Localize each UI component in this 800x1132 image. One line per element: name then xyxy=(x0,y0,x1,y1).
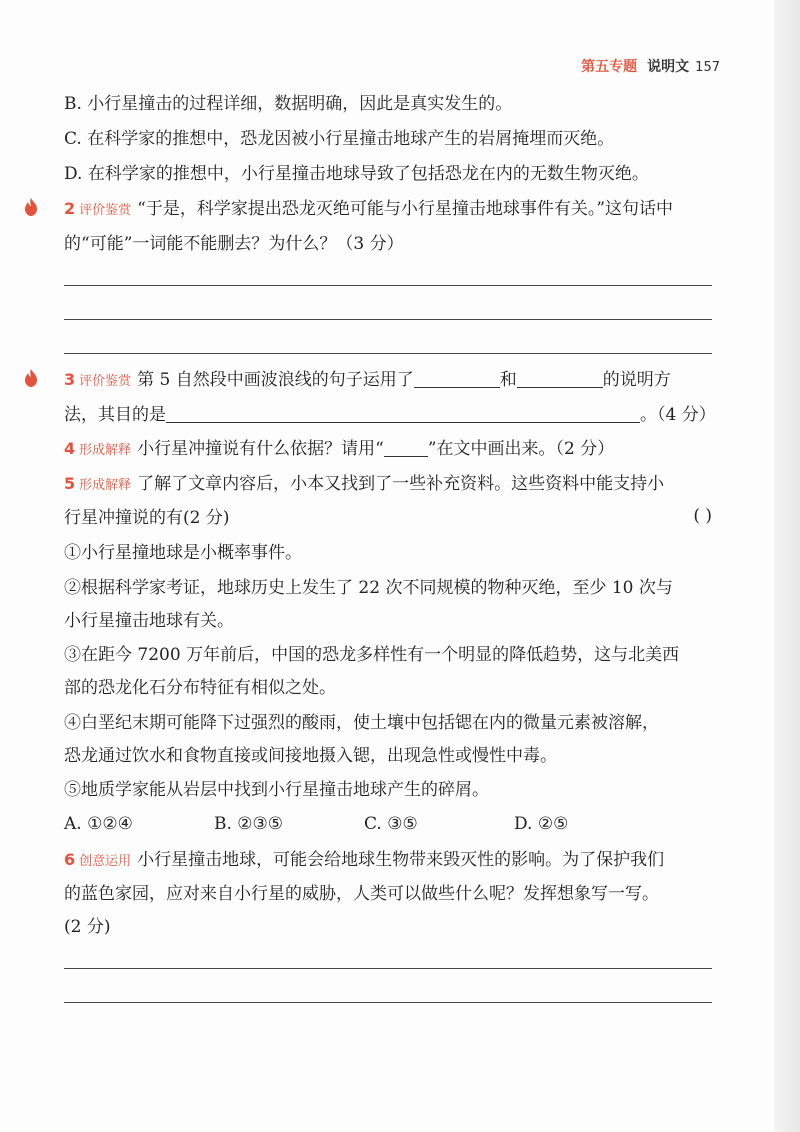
q5-item: ④白垩纪末期可能降下过强烈的酸雨，使土壤中包括锶在内的微量元素被溶解， xyxy=(64,713,659,733)
q2-answer-line-1[interactable] xyxy=(64,285,712,286)
q5-line-2: 行星冲撞说的有(2 分) xyxy=(64,508,230,528)
q4-line-1 xyxy=(64,437,720,463)
page-edge xyxy=(774,0,800,1132)
q6-line-2: 的蓝色家园，应对来自小行星的威胁，人类可以做些什么呢？发挥想象写一写。 xyxy=(64,884,659,904)
q4-text-b: ”在文中画出来。（2 分） xyxy=(427,439,615,459)
flame-icon xyxy=(24,198,38,216)
q5-item: 部的恐龙化石分布特征有相似之处。 xyxy=(64,678,336,698)
q3-text-d: 法，其目的是 xyxy=(64,405,166,425)
q5-item: 恐龙通过饮水和食物直接或间接地摄入锶，出现急性或慢性中毒。 xyxy=(64,746,557,766)
q3-tag: 评价鉴赏 xyxy=(79,374,132,389)
q5-item: ③在距今 7200 万年前后，中国的恐龙多样性有一个明显的降低趋势，这与北美西 xyxy=(64,645,680,665)
q5-item: 小行星撞击地球有关。 xyxy=(64,611,234,631)
q6-answer-line-1[interactable] xyxy=(64,968,712,969)
q1-option-b: B. 小行星撞击的过程详细，数据明确，因此是真实发生的。 xyxy=(64,94,513,114)
q6-tag: 创意运用 xyxy=(79,854,132,869)
q4-number: 4 xyxy=(64,439,76,458)
q2-tag: 评价鉴赏 xyxy=(79,203,132,218)
q6-number: 6 xyxy=(64,850,76,869)
q5-answer-paren[interactable]: ( ) xyxy=(693,506,712,526)
q3-blank-2[interactable] xyxy=(517,369,603,388)
q2-answer-line-3[interactable] xyxy=(64,353,712,354)
q2-text-1: “于是，科学家提出恐龙灭绝可能与小行星撞击地球事件有关。”这句话中 xyxy=(137,199,674,219)
q5-tag: 形成解释 xyxy=(79,478,132,493)
q4-text-a: 小行星冲撞说有什么依据？请用“ xyxy=(137,439,384,459)
q1-option-c: C. 在科学家的推想中，恐龙因被小行星撞击地球产生的岩屑掩埋而灭绝。 xyxy=(64,129,615,149)
q5-item: ②根据科学家考证，地球历史上发生了 22 次不同规模的物种灭绝，至少 10 次与 xyxy=(64,578,673,598)
q3-text-e: 。（4 分） xyxy=(640,405,716,425)
page-header xyxy=(581,56,720,76)
q3-line-2 xyxy=(64,403,720,427)
header-topic: 第五专题 xyxy=(581,59,638,75)
q2-line-1 xyxy=(64,197,720,223)
q5-line-1 xyxy=(64,472,720,498)
q6-text-1: 小行星撞击地球，可能会给地球生物带来毁灭性的影响。为了保护我们 xyxy=(137,850,665,870)
q4-tag: 形成解释 xyxy=(79,443,132,458)
header-subject: 说明文 xyxy=(647,59,690,75)
q5-choices xyxy=(64,812,720,836)
q5-choice-c[interactable]: C. ③⑤ xyxy=(364,814,418,834)
q5-choice-b[interactable]: B. ②③⑤ xyxy=(214,814,284,834)
q2-line-2: 的“可能”一词能不能删去？为什么？（3 分） xyxy=(64,234,404,254)
q5-number: 5 xyxy=(64,474,76,493)
q5-item: ①小行星撞地球是小概率事件。 xyxy=(64,543,302,563)
q6-answer-line-2[interactable] xyxy=(64,1002,712,1003)
q5-choice-a[interactable]: A. ①②④ xyxy=(64,814,133,834)
q6-line-1 xyxy=(64,848,720,874)
q3-text-a: 第 5 自然段中画波浪线的句子运用了 xyxy=(137,370,414,390)
q3-blank-3[interactable] xyxy=(166,404,640,423)
q2-number: 2 xyxy=(64,199,76,218)
flame-icon xyxy=(24,369,38,387)
q4-blank xyxy=(384,438,428,457)
q3-text-c: 的说明方 xyxy=(602,370,671,390)
page-number: 157 xyxy=(695,60,720,75)
q5-text-1: 了解了文章内容后，小本又找到了一些补充资料。这些资料中能支持小 xyxy=(137,474,665,494)
q1-option-d: D. 在科学家的推想中，小行星撞击地球导致了包括恐龙在内的无数生物灭绝。 xyxy=(64,164,649,184)
q3-blank-1[interactable] xyxy=(414,369,500,388)
q5-item: ⑤地质学家能从岩层中找到小行星撞击地球产生的碎屑。 xyxy=(64,780,489,800)
q6-line-3: (2 分) xyxy=(64,917,111,937)
q5-choice-d[interactable]: D. ②⑤ xyxy=(514,814,569,834)
q3-number: 3 xyxy=(64,370,76,389)
q3-text-b: 和 xyxy=(499,370,517,390)
q2-answer-line-2[interactable] xyxy=(64,319,712,320)
q3-line-1 xyxy=(64,368,720,394)
